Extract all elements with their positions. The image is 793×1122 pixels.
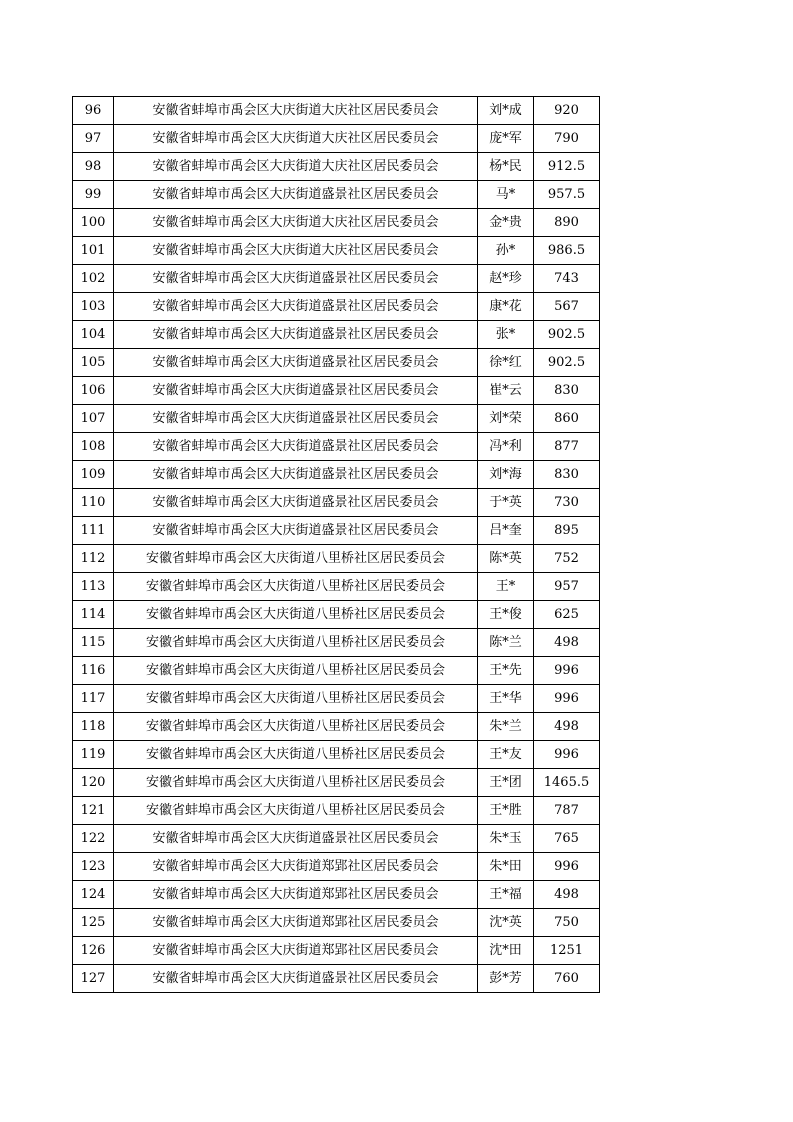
name-cell: 庞*军: [478, 125, 534, 153]
name-cell: 朱*兰: [478, 713, 534, 741]
amount-cell: 498: [534, 713, 600, 741]
organization-cell: 安徽省蚌埠市禹会区大庆街道郑郢社区居民委员会: [114, 909, 478, 937]
organization-cell: 安徽省蚌埠市禹会区大庆街道盛景社区居民委员会: [114, 293, 478, 321]
row-index-cell: 121: [73, 797, 114, 825]
table-row: [73, 405, 600, 433]
row-index-cell: 111: [73, 517, 114, 545]
name-cell: 金*贵: [478, 209, 534, 237]
row-index-cell: 125: [73, 909, 114, 937]
name-cell: 马*: [478, 181, 534, 209]
name-cell: 王*友: [478, 741, 534, 769]
row-index-cell: 103: [73, 293, 114, 321]
organization-cell: 安徽省蚌埠市禹会区大庆街道盛景社区居民委员会: [114, 965, 478, 993]
table-row: [73, 741, 600, 769]
amount-cell: 890: [534, 209, 600, 237]
name-cell: 杨*民: [478, 153, 534, 181]
name-cell: 冯*利: [478, 433, 534, 461]
row-index-cell: 117: [73, 685, 114, 713]
table-row: [73, 881, 600, 909]
beneficiary-table: [72, 96, 600, 993]
name-cell: 朱*玉: [478, 825, 534, 853]
row-index-cell: 99: [73, 181, 114, 209]
amount-cell: 912.5: [534, 153, 600, 181]
organization-cell: 安徽省蚌埠市禹会区大庆街道八里桥社区居民委员会: [114, 629, 478, 657]
name-cell: 陈*兰: [478, 629, 534, 657]
amount-cell: 498: [534, 881, 600, 909]
table-row: [73, 713, 600, 741]
name-cell: 刘*成: [478, 97, 534, 125]
organization-cell: 安徽省蚌埠市禹会区大庆街道盛景社区居民委员会: [114, 433, 478, 461]
row-index-cell: 101: [73, 237, 114, 265]
table-row: [73, 769, 600, 797]
amount-cell: 996: [534, 741, 600, 769]
table-row: [73, 181, 600, 209]
name-cell: 徐*红: [478, 349, 534, 377]
organization-cell: 安徽省蚌埠市禹会区大庆街道八里桥社区居民委员会: [114, 573, 478, 601]
name-cell: 王*俊: [478, 601, 534, 629]
amount-cell: 957: [534, 573, 600, 601]
row-index-cell: 102: [73, 265, 114, 293]
name-cell: 于*英: [478, 489, 534, 517]
organization-cell: 安徽省蚌埠市禹会区大庆街道大庆社区居民委员会: [114, 237, 478, 265]
row-index-cell: 112: [73, 545, 114, 573]
organization-cell: 安徽省蚌埠市禹会区大庆街道盛景社区居民委员会: [114, 377, 478, 405]
organization-cell: 安徽省蚌埠市禹会区大庆街道八里桥社区居民委员会: [114, 797, 478, 825]
name-cell: 沈*田: [478, 937, 534, 965]
table-row: [73, 573, 600, 601]
organization-cell: 安徽省蚌埠市禹会区大庆街道盛景社区居民委员会: [114, 349, 478, 377]
name-cell: 张*: [478, 321, 534, 349]
row-index-cell: 120: [73, 769, 114, 797]
row-index-cell: 113: [73, 573, 114, 601]
organization-cell: 安徽省蚌埠市禹会区大庆街道盛景社区居民委员会: [114, 265, 478, 293]
name-cell: 王*华: [478, 685, 534, 713]
amount-cell: 957.5: [534, 181, 600, 209]
amount-cell: 830: [534, 377, 600, 405]
organization-cell: 安徽省蚌埠市禹会区大庆街道盛景社区居民委员会: [114, 321, 478, 349]
table-row: [73, 293, 600, 321]
amount-cell: 860: [534, 405, 600, 433]
row-index-cell: 97: [73, 125, 114, 153]
name-cell: 王*: [478, 573, 534, 601]
table-row: [73, 601, 600, 629]
row-index-cell: 107: [73, 405, 114, 433]
organization-cell: 安徽省蚌埠市禹会区大庆街道盛景社区居民委员会: [114, 825, 478, 853]
name-cell: 刘*海: [478, 461, 534, 489]
organization-cell: 安徽省蚌埠市禹会区大庆街道八里桥社区居民委员会: [114, 657, 478, 685]
name-cell: 陈*英: [478, 545, 534, 573]
row-index-cell: 123: [73, 853, 114, 881]
organization-cell: 安徽省蚌埠市禹会区大庆街道郑郢社区居民委员会: [114, 881, 478, 909]
table-row: [73, 657, 600, 685]
row-index-cell: 104: [73, 321, 114, 349]
table-row: [73, 321, 600, 349]
table-row: [73, 377, 600, 405]
amount-cell: 765: [534, 825, 600, 853]
amount-cell: 986.5: [534, 237, 600, 265]
row-index-cell: 110: [73, 489, 114, 517]
table-row: [73, 433, 600, 461]
organization-cell: 安徽省蚌埠市禹会区大庆街道郑郢社区居民委员会: [114, 937, 478, 965]
organization-cell: 安徽省蚌埠市禹会区大庆街道八里桥社区居民委员会: [114, 713, 478, 741]
organization-cell: 安徽省蚌埠市禹会区大庆街道八里桥社区居民委员会: [114, 545, 478, 573]
organization-cell: 安徽省蚌埠市禹会区大庆街道八里桥社区居民委员会: [114, 741, 478, 769]
amount-cell: 498: [534, 629, 600, 657]
table-row: [73, 545, 600, 573]
table-row: [73, 461, 600, 489]
amount-cell: 625: [534, 601, 600, 629]
organization-cell: 安徽省蚌埠市禹会区大庆街道大庆社区居民委员会: [114, 209, 478, 237]
table-row: [73, 517, 600, 545]
row-index-cell: 106: [73, 377, 114, 405]
name-cell: 沈*英: [478, 909, 534, 937]
row-index-cell: 96: [73, 97, 114, 125]
table-row: [73, 265, 600, 293]
row-index-cell: 126: [73, 937, 114, 965]
table-row: [73, 349, 600, 377]
row-index-cell: 108: [73, 433, 114, 461]
amount-cell: 1465.5: [534, 769, 600, 797]
table-body: [73, 97, 600, 993]
name-cell: 王*团: [478, 769, 534, 797]
row-index-cell: 118: [73, 713, 114, 741]
row-index-cell: 122: [73, 825, 114, 853]
table-row: [73, 797, 600, 825]
name-cell: 王*胜: [478, 797, 534, 825]
organization-cell: 安徽省蚌埠市禹会区大庆街道盛景社区居民委员会: [114, 405, 478, 433]
organization-cell: 安徽省蚌埠市禹会区大庆街道盛景社区居民委员会: [114, 181, 478, 209]
amount-cell: 730: [534, 489, 600, 517]
table-row: [73, 237, 600, 265]
row-index-cell: 98: [73, 153, 114, 181]
table-row: [73, 97, 600, 125]
document-table-container: [72, 96, 600, 993]
amount-cell: 895: [534, 517, 600, 545]
amount-cell: 996: [534, 685, 600, 713]
table-row: [73, 629, 600, 657]
amount-cell: 830: [534, 461, 600, 489]
amount-cell: 752: [534, 545, 600, 573]
amount-cell: 996: [534, 657, 600, 685]
amount-cell: 567: [534, 293, 600, 321]
row-index-cell: 105: [73, 349, 114, 377]
row-index-cell: 116: [73, 657, 114, 685]
row-index-cell: 114: [73, 601, 114, 629]
organization-cell: 安徽省蚌埠市禹会区大庆街道盛景社区居民委员会: [114, 517, 478, 545]
amount-cell: 902.5: [534, 321, 600, 349]
row-index-cell: 124: [73, 881, 114, 909]
organization-cell: 安徽省蚌埠市禹会区大庆街道大庆社区居民委员会: [114, 97, 478, 125]
organization-cell: 安徽省蚌埠市禹会区大庆街道八里桥社区居民委员会: [114, 685, 478, 713]
organization-cell: 安徽省蚌埠市禹会区大庆街道盛景社区居民委员会: [114, 489, 478, 517]
name-cell: 彭*芳: [478, 965, 534, 993]
organization-cell: 安徽省蚌埠市禹会区大庆街道郑郢社区居民委员会: [114, 853, 478, 881]
table-row: [73, 853, 600, 881]
name-cell: 赵*珍: [478, 265, 534, 293]
organization-cell: 安徽省蚌埠市禹会区大庆街道大庆社区居民委员会: [114, 125, 478, 153]
amount-cell: 902.5: [534, 349, 600, 377]
name-cell: 王*先: [478, 657, 534, 685]
name-cell: 孙*: [478, 237, 534, 265]
row-index-cell: 109: [73, 461, 114, 489]
table-row: [73, 153, 600, 181]
name-cell: 崔*云: [478, 377, 534, 405]
amount-cell: 996: [534, 853, 600, 881]
name-cell: 吕*奎: [478, 517, 534, 545]
table-row: [73, 489, 600, 517]
amount-cell: 760: [534, 965, 600, 993]
row-index-cell: 115: [73, 629, 114, 657]
amount-cell: 1251: [534, 937, 600, 965]
name-cell: 朱*田: [478, 853, 534, 881]
table-row: [73, 825, 600, 853]
table-row: [73, 965, 600, 993]
amount-cell: 787: [534, 797, 600, 825]
name-cell: 康*花: [478, 293, 534, 321]
amount-cell: 920: [534, 97, 600, 125]
row-index-cell: 100: [73, 209, 114, 237]
row-index-cell: 119: [73, 741, 114, 769]
organization-cell: 安徽省蚌埠市禹会区大庆街道盛景社区居民委员会: [114, 461, 478, 489]
organization-cell: 安徽省蚌埠市禹会区大庆街道大庆社区居民委员会: [114, 153, 478, 181]
amount-cell: 877: [534, 433, 600, 461]
name-cell: 刘*荣: [478, 405, 534, 433]
table-row: [73, 909, 600, 937]
table-row: [73, 685, 600, 713]
row-index-cell: 127: [73, 965, 114, 993]
table-row: [73, 209, 600, 237]
organization-cell: 安徽省蚌埠市禹会区大庆街道八里桥社区居民委员会: [114, 769, 478, 797]
amount-cell: 743: [534, 265, 600, 293]
table-row: [73, 125, 600, 153]
organization-cell: 安徽省蚌埠市禹会区大庆街道八里桥社区居民委员会: [114, 601, 478, 629]
table-row: [73, 937, 600, 965]
amount-cell: 750: [534, 909, 600, 937]
amount-cell: 790: [534, 125, 600, 153]
name-cell: 王*福: [478, 881, 534, 909]
